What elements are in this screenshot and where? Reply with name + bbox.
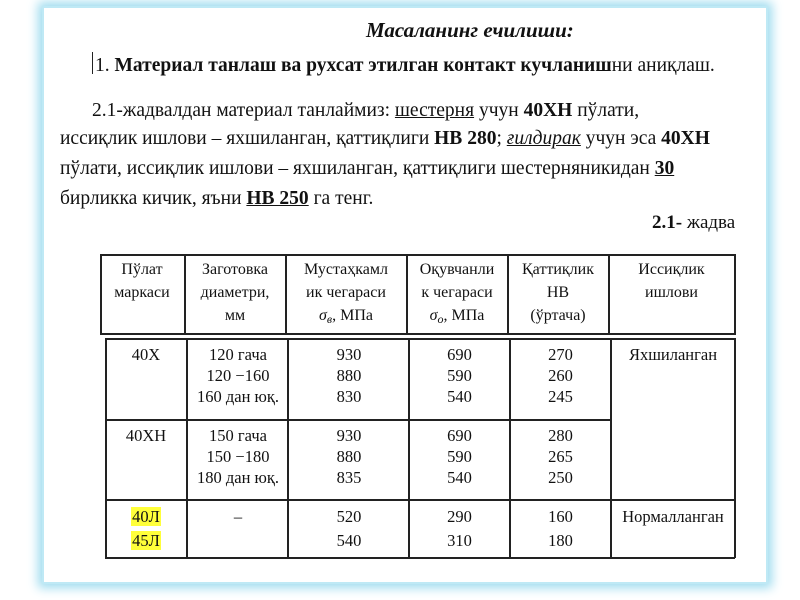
header-line: Оқувчанли — [419, 261, 495, 278]
steel-grade-cell — [106, 506, 186, 551]
table-value: 520 — [336, 507, 362, 526]
header-line: НВ — [546, 284, 570, 301]
table-value: 290 — [447, 507, 472, 526]
text-segment: учун — [474, 100, 524, 121]
hardness-value: НВ 250 — [246, 188, 309, 209]
table-value: 120 −160 — [206, 366, 270, 385]
body-border-top — [105, 338, 735, 340]
table-value: 260 — [548, 366, 573, 385]
highlighted-grade: 40Л — [132, 507, 160, 526]
wheel-term: ғилдирак — [506, 128, 581, 149]
header-line: Иссиқлик — [638, 261, 705, 278]
table-value: 180 — [548, 531, 573, 550]
unit-label: , МПа — [332, 307, 373, 324]
table-value: 540 — [447, 387, 472, 406]
paragraph-line-1 — [92, 97, 639, 124]
heading-number: 1. — [95, 55, 110, 76]
yield-cell — [410, 344, 509, 407]
text-segment: 2.1-жадвалдан материал танлаймиз: — [92, 100, 395, 121]
table-value: 280 — [548, 426, 573, 445]
strength-cell — [290, 506, 408, 551]
header-steel-grade — [100, 258, 184, 304]
treatment-cell: Яхшиланган — [628, 345, 718, 364]
table-value: 835 — [336, 468, 362, 487]
header-strength-limit — [286, 258, 406, 331]
hardness-value: НВ 280 — [434, 128, 497, 149]
heading-bold-text: Материал танлаш ва рухсат этилган контакт кучланиш — [114, 55, 612, 76]
header-line: диаметри, — [200, 284, 270, 301]
yield-cell — [410, 425, 509, 488]
table-value: 830 — [336, 387, 362, 406]
header-line: Пўлат — [121, 261, 163, 278]
table-value: 160 дан юқ. — [196, 387, 280, 406]
sigma-subscript: в — [326, 312, 333, 326]
text-cursor — [92, 52, 93, 74]
unit-label: , МПа — [443, 307, 485, 324]
table-border-bottom — [105, 557, 735, 559]
header-line — [407, 304, 507, 331]
table-value: 930 — [336, 345, 362, 364]
sigma-subscript: о — [437, 312, 444, 326]
header-divider — [100, 333, 736, 335]
table-value: 180 дан юқ. — [196, 468, 280, 487]
table-value: 245 — [548, 387, 573, 406]
paragraph-line-3 — [60, 155, 674, 182]
table-value: 150 −180 — [206, 447, 270, 466]
header-line: маркаси — [114, 284, 170, 301]
table-value: 930 — [336, 426, 362, 445]
text-segment: учун эса — [580, 128, 662, 149]
difference-value: 30 — [654, 158, 675, 179]
table-value: 150 гача — [209, 426, 267, 445]
table-caption — [652, 212, 735, 234]
strength-cell — [290, 425, 408, 488]
heading-normal-text: ни аниқлаш. — [611, 55, 715, 76]
header-line: Мустаҳкамл — [304, 261, 388, 278]
header-line: Заготовка — [201, 261, 269, 278]
text-segment: бирликка кичик, яъни — [60, 188, 247, 209]
sigma-symbol: σ — [429, 307, 438, 324]
paragraph-line-4 — [60, 185, 373, 212]
steel-grade-cell: 40ХН — [125, 426, 167, 445]
gear-term: шестерня — [394, 100, 475, 121]
header-yield-limit — [407, 258, 507, 331]
table-value: 120 гача — [209, 345, 267, 364]
steel-grade: 40ХН — [523, 100, 573, 121]
sigma-symbol: σ — [319, 307, 327, 324]
header-line: мм — [224, 307, 246, 324]
table-value: 590 — [447, 366, 472, 385]
yield-cell — [410, 506, 509, 551]
header-blank-diameter — [185, 258, 285, 327]
section-title: Масаланинг ечилиши: — [366, 18, 574, 42]
caption-text: жадва — [682, 212, 736, 233]
header-line: Қаттиқлик — [522, 261, 594, 278]
header-line: ик чегараси — [306, 284, 386, 301]
table-value: 690 — [447, 345, 472, 364]
caption-number: 2.1- — [652, 212, 683, 233]
table-value: 880 — [336, 366, 362, 385]
header-vline — [734, 254, 736, 334]
table-value: 690 — [447, 426, 472, 445]
header-line — [286, 304, 406, 331]
treatment-cell: Нормалланган — [622, 507, 724, 526]
table-value: 880 — [336, 447, 362, 466]
text-segment: ; — [496, 128, 507, 149]
table-value: 540 — [336, 531, 362, 550]
strength-cell — [290, 344, 408, 407]
header-line: (ўртача) — [530, 307, 586, 324]
header-hardness — [508, 258, 608, 327]
table-value: – — [233, 507, 243, 526]
body-vline — [734, 338, 736, 558]
diameter-cell — [188, 506, 288, 527]
table-value: 590 — [447, 447, 472, 466]
materials-table — [100, 254, 736, 558]
text-segment: пўлати, иссиқлик ишлови – яхшиланган, қаттиқлиги шестерняникидан — [60, 158, 655, 179]
steel-grade: 40ХН — [661, 128, 710, 149]
steel-grade-cell: 40Х — [131, 345, 161, 364]
diameter-cell — [188, 344, 288, 407]
table-value: 265 — [548, 447, 573, 466]
step-heading — [92, 52, 715, 79]
table-value: 270 — [548, 345, 573, 364]
group-divider-1 — [105, 419, 612, 421]
group-divider-2 — [105, 499, 735, 501]
paragraph-line-2 — [60, 125, 710, 152]
highlighted-grade: 45Л — [132, 531, 160, 550]
table-value: 540 — [447, 468, 472, 487]
table-value: 310 — [447, 531, 472, 550]
header-line: ишлови — [645, 284, 698, 301]
header-heat-treatment — [609, 258, 734, 304]
header-line: к чегараси — [421, 284, 493, 301]
table-value: 160 — [548, 507, 573, 526]
table-border-top — [100, 254, 736, 256]
text-segment: иссиқлик ишлови – яхшиланган, қаттиқлиги — [60, 128, 435, 149]
hardness-cell — [511, 425, 610, 488]
text-segment: га тенг. — [308, 188, 374, 209]
hardness-cell — [511, 506, 610, 551]
hardness-cell — [511, 344, 610, 407]
diameter-cell — [188, 425, 288, 488]
text-segment: пўлати, — [572, 100, 640, 121]
table-value: 250 — [548, 468, 573, 487]
